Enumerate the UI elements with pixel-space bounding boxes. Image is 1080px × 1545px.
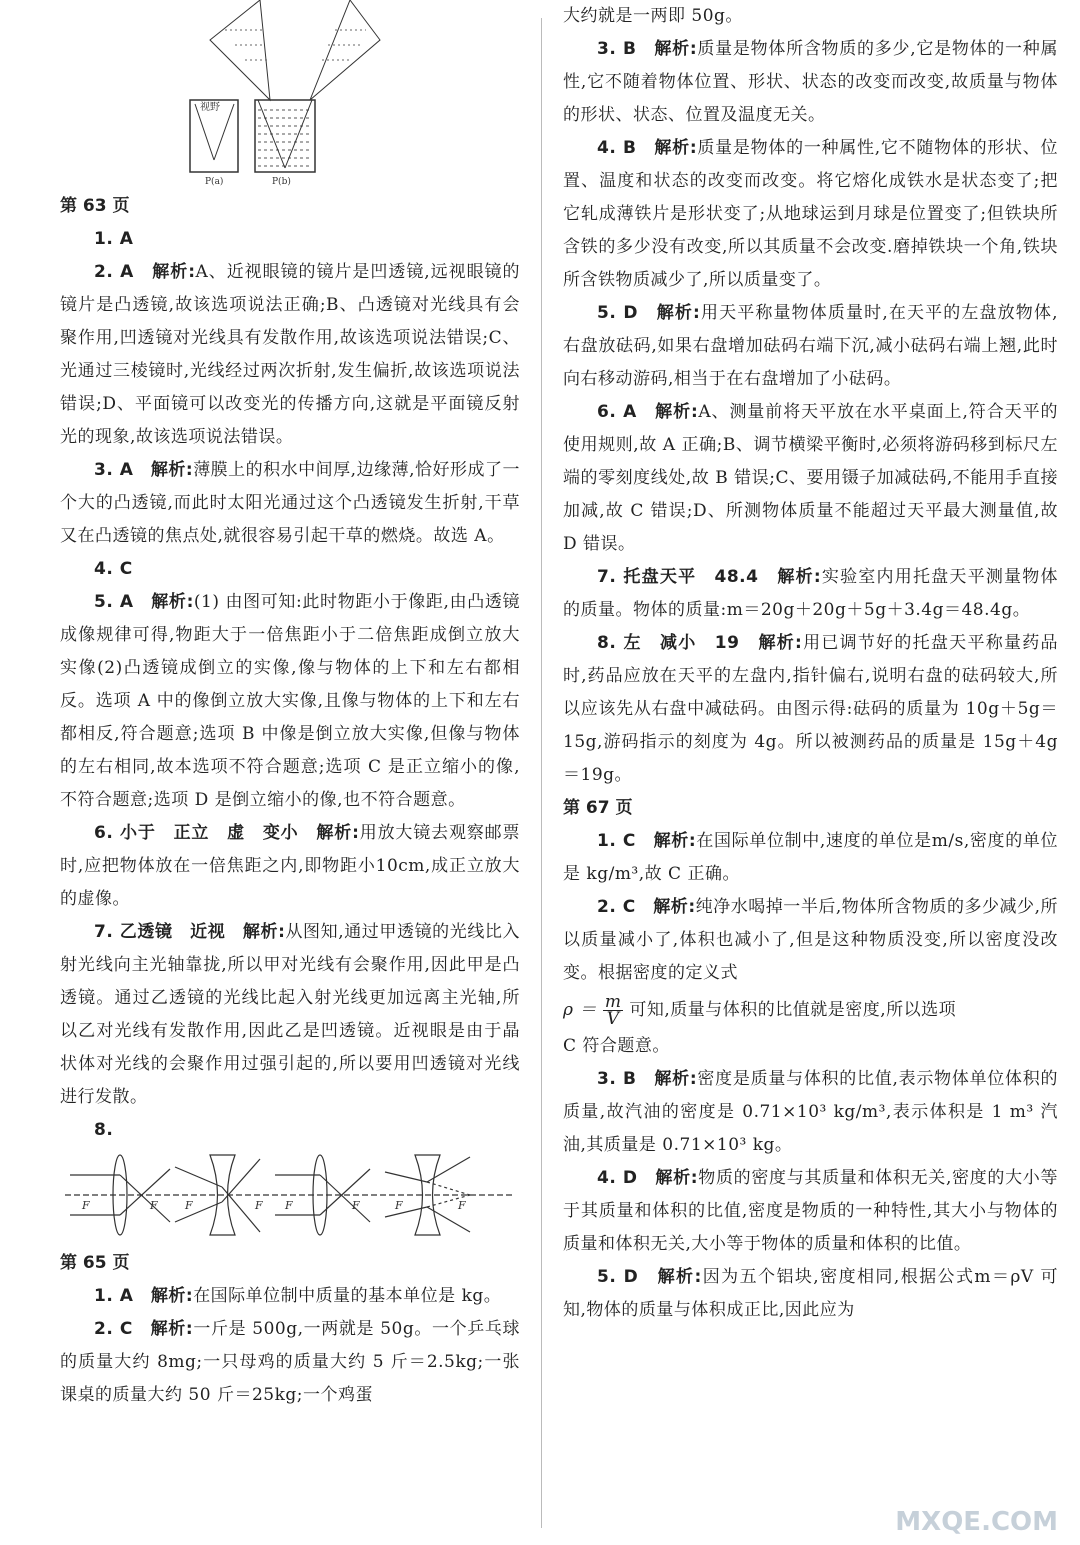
answer-65-3: 3. B 解析:质量是物体所含物质的多少,它是物体的一种属性,它不随着物体位置、形状、状态的改变而改变,故质量与物体的形状、状态、位置及温度无关。: [563, 39, 1059, 125]
focus-label: F: [150, 1199, 158, 1212]
focus-label: F: [458, 1199, 466, 1212]
answer-65-2: 2. C 解析:一斤是 500g,一两就是 50g。一个乒乓球的质量大约 8mg;一只母鸡的质量大约 5 斤＝2.5kg;一张课桌的质量大约 50 斤＝25kg;一个鸡蛋: [60, 1319, 521, 1405]
view-label: 视野: [200, 102, 220, 113]
focus-label: F: [395, 1199, 403, 1212]
answer-63-8: 8.: [94, 1120, 114, 1140]
continuation-line: 大约就是一两即 50g。: [563, 6, 743, 26]
answer-63-5: 5. A 解析:(1) 由图可知:此时物距小于像距,由凸透镜成像规律可得,物距大于一倍焦距小于二倍焦距成倒立放大实像(2)凸透镜成倒立的实像,像与物体的上下和左右都相反。选项 A 中的像倒立放大实像,且像与物体的上下和左右都相反,符合题意;选项 B 中像是倒立放大实像,但像与物体的左右相同,故本选项不符合题意;选项 C 是正立缩小的像,不符合题意;选项 D 是倒立缩小的像,也不符合题意。: [60, 592, 520, 810]
answer-65-7: 7. 托盘天平 48.4 解析:实验室内用托盘天平测量物体的质量。物体的质量:m＝20g＋20g＋5g＋3.4g＝48.4g。: [563, 567, 1058, 620]
density-fraction: $\frac{m}{V}$: [604, 992, 622, 1029]
answer-67-2: 2. C 解析:纯净水喝掉一半后,物体所含物质的多少减少,所以质量减小了,体积也减小了,但是这种物质没变,所以密度没改变。根据密度的定义式: [563, 897, 1059, 983]
focus-label: F: [185, 1199, 193, 1212]
answer-63-3: 3. A 解析:薄膜上的积水中间厚,边缘薄,恰好形成了一个大的凸透镜,而此时太阳光通过这个凸透镜发生折射,干草又在凸透镜的焦点处,就很容易引起干草的燃烧。故选 A。: [60, 460, 520, 546]
answer-63-2: 2. A 解析:A、近视眼镜的镜片是凹透镜,远视眼镜的镜片是凸透镜,故该选项说法正确;B、凸透镜对光线具有会聚作用,凹透镜对光线具有发散作用,故该选项说法错误;C、光通过三棱镜时,光线经过两次折射,发生偏折,故该选项说法错误;D、平面镜可以改变光的传播方向,这就是平面镜反射光的现象,故该选项说法错误。: [60, 262, 520, 447]
answer-67-5: 5. D 解析:因为五个铝块,密度相同,根据公式m＝ρV 可知,物体的质量与体积成正比,因此应为: [563, 1267, 1058, 1320]
pa-label: P(a): [205, 177, 224, 187]
column-divider: [541, 18, 542, 1528]
answer-67-1: 1. C 解析:在国际单位制中,速度的单位是m/s,密度的单位是 kg/m³,故 C 正确。: [563, 831, 1058, 884]
answer-65-8: 8. 左 减小 19 解析:用已调节好的托盘天平称量药品时,药品应放在天平的左盘内,指针偏右,说明右盘的砝码较大,所以应该先从右盘中减砝码。由图示得:砝码的质量为 10g＋5g＝15g,游码指示的刻度为 4g。所以被测药品的质量是 15g＋4g＝19g。: [563, 633, 1058, 785]
answer-63-7: 7. 乙透镜 近视 解析:从图知,通过甲透镜的光线比入射光线向主光轴靠拢,所以甲对光线有会聚作用,因此甲是凸透镜。通过乙透镜的光线比起入射光线更加远离主光轴,所以乙对光线有发散作用,因此乙是凹透镜。近视眼是由于晶状体对光线的会聚作用过强引起的,所以要用凹透镜对光线进行发散。: [60, 922, 520, 1107]
density-formula-line: ρ ＝ $\frac{m}{V}$ 可知,质量与体积的比值就是密度,所以选项: [563, 992, 957, 1029]
rho-symbol: ρ ＝: [563, 1000, 597, 1020]
lens-ray-diagrams: [60, 1147, 520, 1247]
section-67-heading: 第 67 页: [563, 798, 633, 818]
watermark: MXQE.COM: [895, 1507, 1058, 1537]
eye-view-figure: [60, 0, 520, 190]
answer-67-4: 4. D 解析:物质的密度与其质量和体积无关,密度的大小等于其质量和体积的比值,密度是物质的一种特性,其大小与物体的质量和体积无关,大小等于物体的质量和体积的比值。: [563, 1168, 1058, 1254]
density-conclusion: C 符合题意。: [563, 1036, 670, 1056]
section-63-heading: 第 63 页: [60, 196, 130, 216]
answer-65-4: 4. B 解析:质量是物体的一种属性,它不随物体的形状、位置、温度和状态的改变而改变。将它熔化成铁水是状态变了;把它轧成薄铁片是形状变了;从地球运到月球是位置变了;但铁块所含铁的多少没有改变,所以其质量不会改变.磨掉铁块一个角,铁块所含铁物质减少了,所以质量变了。: [563, 138, 1059, 290]
answer-63-4: 4. C: [94, 559, 133, 579]
focus-label: F: [82, 1199, 90, 1212]
focus-label: F: [352, 1199, 360, 1212]
answer-65-6: 6. A 解析:A、测量前将天平放在水平桌面上,符合天平的使用规则,故 A 正确;B、调节横梁平衡时,必须将游码移到标尺左端的零刻度线处,故 B 错误;C、要用镊子加减砝码,不能用手直接加减,故 C 错误;D、所测物体质量不能超过天平最大测量值,故 D 错误。: [563, 402, 1058, 554]
left-column: [60, 0, 520, 1412]
focus-label: F: [255, 1199, 263, 1212]
answer-63-6: 6. 小于 正立 虚 变小 解析:用放大镜去观察邮票时,应把物体放在一倍焦距之内,即物距小10cm,成正立放大的虚像。: [60, 823, 521, 909]
section-65-heading: 第 65 页: [60, 1253, 130, 1273]
focus-label: F: [285, 1199, 293, 1212]
answer-67-3: 3. B 解析:密度是质量与体积的比值,表示物体单位体积的质量,故汽油的密度是 0.71×10³ kg/m³,表示体积是 1 m³ 汽油,其质量是 0.71×10³ kg。: [563, 1069, 1059, 1155]
pb-label: P(b): [272, 177, 291, 187]
answer-65-1: 1. A 解析:在国际单位制中质量的基本单位是 kg。: [94, 1286, 502, 1306]
right-column: [563, 0, 1058, 1327]
answer-65-5: 5. D 解析:用天平称量物体质量时,在天平的左盘放物体,右盘放砝码,如果右盘增加砝码右端下沉,减小砝码右端上翘,此时向右移动游码,相当于在右盘增加了小砝码。: [563, 303, 1058, 389]
answer-63-1: 1. A: [94, 229, 134, 249]
